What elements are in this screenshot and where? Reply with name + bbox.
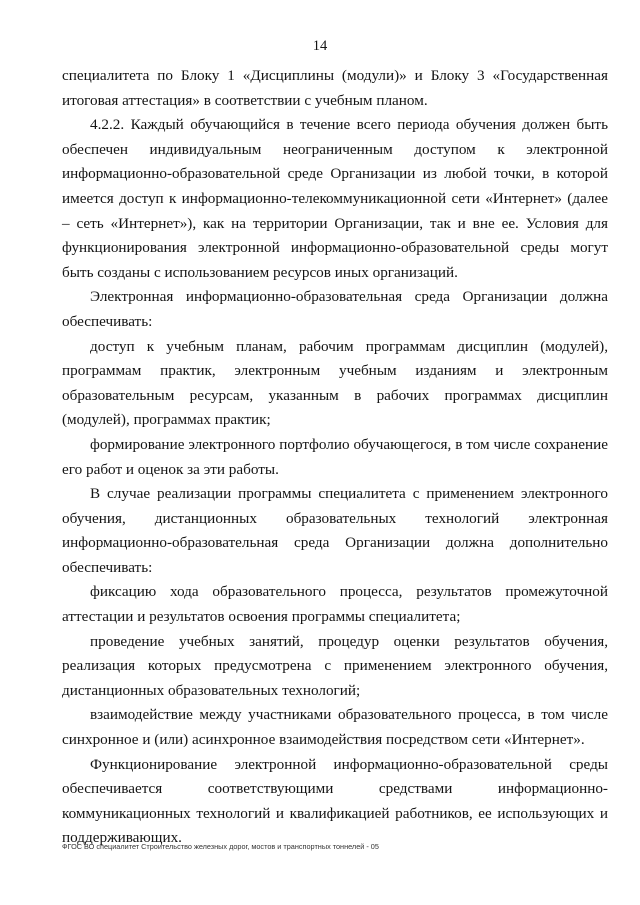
list-item-portfolio: формирование электронного портфолио обучающегося, в том числе сохранение его работ и оценок за эти работы. (62, 435, 608, 478)
list-item-interaction: взаимодействие между участниками образовательного процесса, в том числе синхронное и (или) асинхронное взаимодействия посредством сети «Интернет». (62, 706, 608, 749)
paragraph-distance-learning: В случае реализации программы специалитета с применением электронного обучения, дистанционных образовательных технологий электронная информационно-образовательная среда Организации должна дополнительно обеспечивать: (62, 485, 608, 576)
page-footer: ФГОС ВО специалитет Строительство железных дорог, мостов и транспортных тоннелей - 05 (62, 842, 379, 851)
paragraph-continuation: специалитета по Блоку 1 «Дисциплины (модули)» и Блоку 3 «Государственная итоговая аттестация» в соответствии с учебным планом. (62, 67, 608, 109)
list-item-access: доступ к учебным планам, рабочим программам дисциплин (модулей), программам практик, электронным учебным изданиям и электронным образовательным ресурсам, указанным в рабочих программах дисциплин (модулей), программах практик; (62, 337, 608, 429)
document-body (62, 64, 608, 851)
page-number: 14 (312, 38, 328, 54)
paragraph-functioning: Функционирование электронной информационно-образовательной среды обеспечивается соответствующими средствами информационно-коммуникационных технологий и квалификацией работников, ее использующих и поддерживающих. (62, 755, 608, 847)
paragraph-environment-intro: Электронная информационно-образовательная среда Организации должна обеспечивать: (62, 288, 608, 330)
paragraph-4-2-2: 4.2.2. Каждый обучающийся в течение всего периода обучения должен быть обеспечен индивидуальным неограниченным доступом к электронной информационно-образовательной среде Организации из любой точки, в которой имеется доступ к информационно-телекоммуникационной сети «Интернет» (далее – сеть «Интернет»), как на территории Организации, так и вне ее. Условия для функционирования электронной информационно-образовательной среды могут быть созданы с использованием ресурсов иных организаций. (62, 116, 608, 281)
list-item-conducting: проведение учебных занятий, процедур оценки результатов обучения, реализация которых предусмотрена с применением электронного обучения, дистанционных образовательных технологий; (62, 632, 608, 699)
list-item-recording: фиксацию хода образовательного процесса, результатов промежуточной аттестации и результатов освоения программы специалитета; (62, 583, 608, 626)
